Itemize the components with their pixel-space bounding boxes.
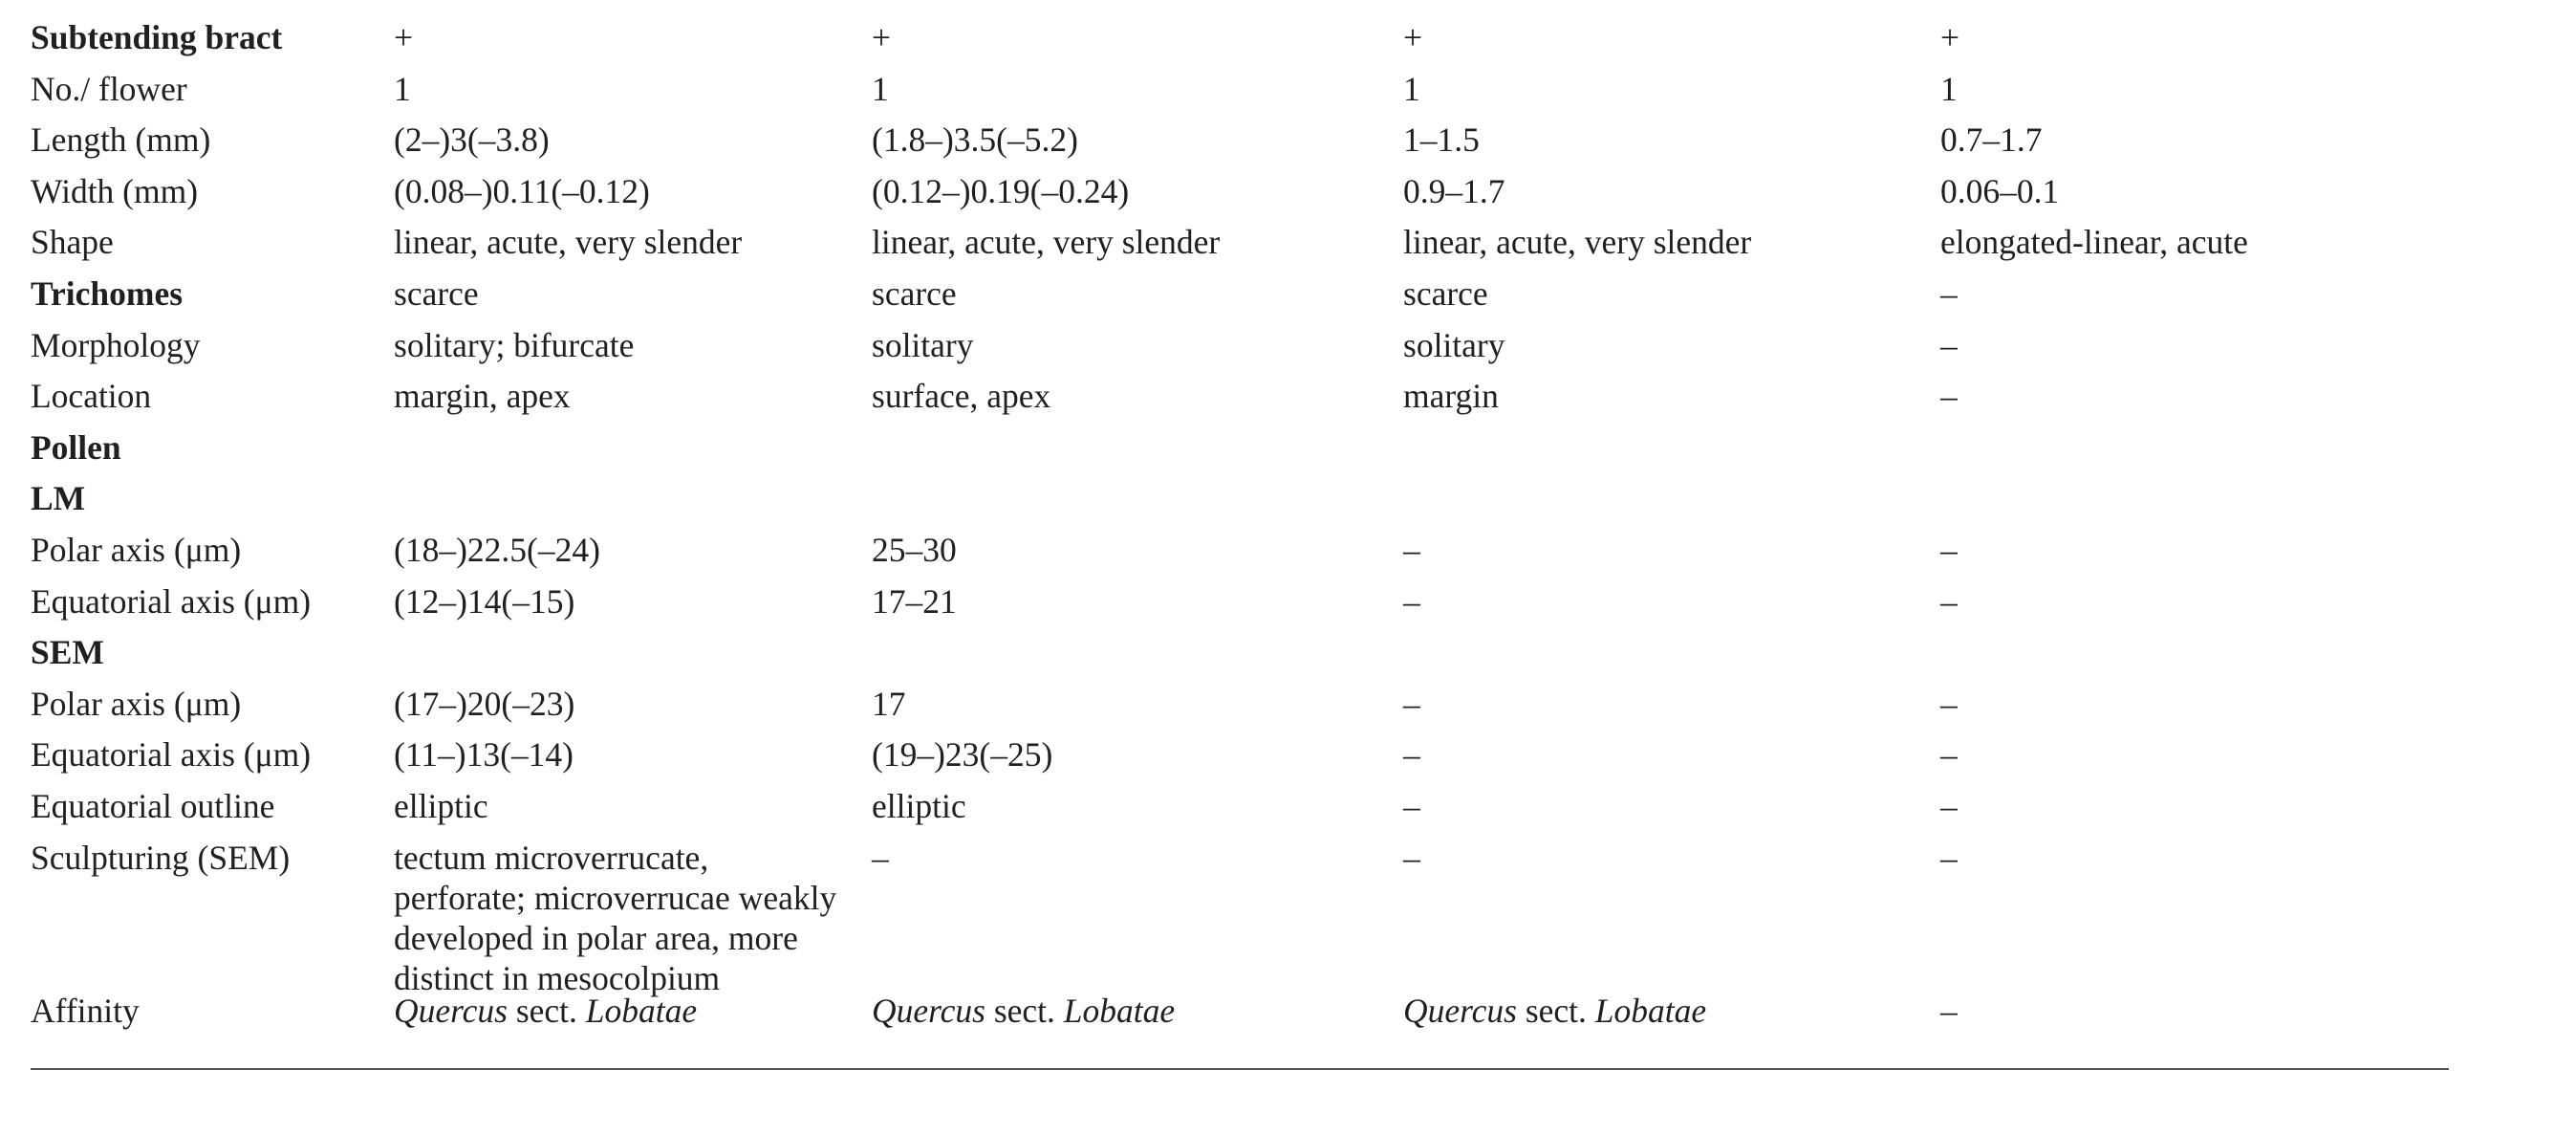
cell-value: 0.06–0.1 <box>1940 171 2060 210</box>
cell-value: (1.8–)3.5(–5.2) <box>872 120 1078 160</box>
cell-value: (18–)22.5(–24) <box>394 530 600 569</box>
row-label: No./ flower <box>31 69 187 108</box>
row-label: Length (mm) <box>31 120 211 160</box>
cell-value: scarce <box>394 273 479 313</box>
section-heading: SEM <box>31 633 104 672</box>
row-label: Shape <box>31 223 114 262</box>
cell-value: – <box>1940 684 1958 723</box>
cell-value: elliptic <box>872 786 966 825</box>
table-row <box>31 524 2449 576</box>
row-label: Polar axis (μm) <box>31 530 242 569</box>
cell-value: – <box>1940 325 1958 364</box>
cell-value: 0.9–1.7 <box>1403 171 1505 210</box>
table-row <box>31 268 2449 319</box>
cell-value: – <box>1940 991 1958 1030</box>
cell-value: margin, apex <box>394 377 571 416</box>
cell-value: – <box>1940 786 1958 825</box>
cell-value: 1 <box>1403 69 1420 108</box>
cell-value: (12–)14(–15) <box>394 581 575 621</box>
cell-value: – <box>1403 530 1420 569</box>
cell-value: 25–30 <box>872 530 957 569</box>
cell-value: – <box>1940 581 1958 621</box>
row-label: Location <box>31 377 152 416</box>
cell-value: tectum microverrucate, perforate; microverrucae weakly developed in polar area, more distinct in mesocolpium <box>394 838 837 997</box>
row-label: Equatorial axis (μm) <box>31 735 312 775</box>
cell-value: – <box>1940 530 1958 569</box>
section-header-row <box>31 422 2449 473</box>
row-label: Subtending bract <box>31 18 283 56</box>
genus-name: Quercus <box>394 991 508 1030</box>
cell-value: solitary <box>872 325 974 364</box>
table-row <box>31 370 2449 422</box>
table-row <box>31 165 2449 217</box>
cell-value: 0.7–1.7 <box>1940 120 2043 160</box>
cell-value: (17–)20(–23) <box>394 684 575 723</box>
table-row <box>31 114 2449 165</box>
affinity-value <box>1403 991 1706 1031</box>
genus-name: Quercus <box>1403 991 1517 1030</box>
affinity-row <box>31 985 2449 1037</box>
cell-value: scarce <box>872 273 957 313</box>
affinity-value <box>394 991 697 1031</box>
cell-value: linear, acute, very slender <box>394 223 743 262</box>
cell-value: (0.08–)0.11(–0.12) <box>394 171 650 210</box>
cell-value: scarce <box>1403 273 1488 313</box>
affinity-value <box>872 991 1175 1031</box>
cell-value: – <box>1940 273 1958 313</box>
row-label: Sculpturing (SEM) <box>31 838 291 877</box>
cell-value: – <box>1403 838 1420 877</box>
sect-text: sect. <box>507 991 586 1030</box>
row-label: Affinity <box>31 991 140 1030</box>
cell-value: linear, acute, very slender <box>1403 223 1752 262</box>
cell-value: – <box>1940 735 1958 775</box>
cell-value: 17 <box>872 684 906 723</box>
cell-value: – <box>1403 684 1420 723</box>
section-name: Lobatae <box>1594 991 1707 1030</box>
cell-value: – <box>1940 838 1958 877</box>
table-row <box>31 576 2449 627</box>
table-row <box>31 319 2449 371</box>
table-row <box>31 216 2449 268</box>
section-header-row <box>31 472 2449 524</box>
cell-value: solitary; bifurcate <box>394 325 635 364</box>
sect-text: sect. <box>1516 991 1595 1030</box>
table-row <box>31 678 2449 730</box>
genus-name: Quercus <box>872 991 985 1030</box>
cell-value: 1–1.5 <box>1403 120 1480 160</box>
table-bottom-rule <box>31 1068 2449 1070</box>
cell-value: 1 <box>872 69 889 108</box>
row-label: Equatorial axis (μm) <box>31 581 312 621</box>
section-heading: Pollen <box>31 427 121 467</box>
cell-value: – <box>1403 735 1420 775</box>
cell-value: margin <box>1403 377 1499 416</box>
cell-value: – <box>1403 581 1420 621</box>
row-label: Morphology <box>31 325 201 364</box>
sect-text: sect. <box>985 991 1064 1030</box>
cell-value: linear, acute, very slender <box>872 223 1221 262</box>
row-label: Polar axis (μm) <box>31 684 242 723</box>
row-label: Width (mm) <box>31 171 199 210</box>
cell-value: + <box>394 18 414 56</box>
cell-value: elongated-linear, acute <box>1940 223 2248 262</box>
row-label: Equatorial outline <box>31 786 275 825</box>
cell-value: + <box>1403 18 1423 56</box>
cell-value: 17–21 <box>872 581 957 621</box>
cell-value: – <box>1403 786 1420 825</box>
morphology-table <box>31 11 2449 1036</box>
cell-value: + <box>872 18 892 56</box>
cell-value: surface, apex <box>872 377 1051 416</box>
section-heading: LM <box>31 479 86 518</box>
table-row <box>31 729 2449 780</box>
section-name: Lobatae <box>585 991 698 1030</box>
cell-value: (0.12–)0.19(–0.24) <box>872 171 1130 210</box>
cell-value: solitary <box>1403 325 1505 364</box>
section-name: Lobatae <box>1063 991 1176 1030</box>
cell-value: (2–)3(–3.8) <box>394 120 550 160</box>
cell-value: + <box>1940 18 1960 56</box>
cell-value: (11–)13(–14) <box>394 735 574 775</box>
cell-value: 1 <box>394 69 411 108</box>
table-row <box>31 780 2449 832</box>
table-row <box>31 832 2449 997</box>
table-row <box>31 11 2449 63</box>
section-header-row <box>31 626 2449 678</box>
table-row <box>31 63 2449 115</box>
cell-value: (19–)23(–25) <box>872 735 1053 775</box>
cell-value: 1 <box>1940 69 1958 108</box>
cell-value: – <box>1940 377 1958 416</box>
cell-value: – <box>872 838 889 877</box>
cell-value: elliptic <box>394 786 488 825</box>
row-label: Trichomes <box>31 273 184 313</box>
